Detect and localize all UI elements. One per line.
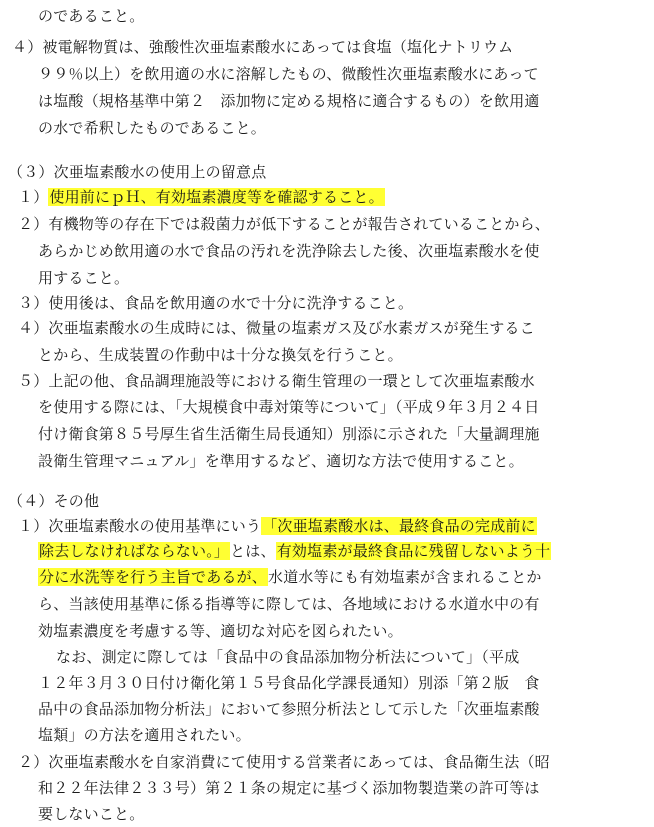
list-item-4: ４）次亜塩素酸水の生成時には、微量の塩素ガス及び水素ガスが発生するこ <box>18 319 535 337</box>
text-line <box>38 567 542 587</box>
text-line: とから、生成装置の作動中は十分な換気を行うこと。 <box>38 346 403 364</box>
text-line: ９９％以上）を飲用適の水に溶解したもの、微酸性次亜塩素酸水にあって <box>38 65 539 83</box>
text-line: のであること。 <box>38 7 145 25</box>
text-line: 要しないこと。 <box>38 805 145 823</box>
list-item-2: ２）次亜塩素酸水を自家消費にて使用する営業者にあっては、食品衛生法（昭 <box>18 753 550 771</box>
text-line: の水で希釈したものであること。 <box>38 119 267 137</box>
highlighted-text: 使用前にｐＨ、有効塩素濃度等を確認すること。 <box>49 188 384 206</box>
text-span: 水道水等にも有効塩素が含まれることか <box>268 568 542 586</box>
text-line <box>38 541 551 561</box>
highlighted-text: 「次亜塩素酸水は、最終食品の完成前に <box>262 517 536 535</box>
text-line: 用すること。 <box>38 269 130 287</box>
text-line: ら、当該使用基準に係る指導等に際しては、各地域における水道水中の有 <box>38 595 540 613</box>
highlighted-text: 有効塩素が最終食品に残留しないよう十 <box>276 542 551 560</box>
list-item-1 <box>18 187 385 207</box>
text-span: とは、 <box>230 542 276 560</box>
highlighted-text: 除去しなければならない。」 <box>39 542 230 560</box>
text-line: あらかじめ飲用適の水で食品の汚れを洗浄除去した後、次亜塩素酸水を使 <box>38 242 540 260</box>
text-line: 塩類」の方法を適用されたい。 <box>38 726 251 744</box>
list-item-3: ３）使用後は、食品を飲用適の水で十分に洗浄すること。 <box>18 294 414 312</box>
text-line: 品中の食品添加物分析法」において参照分析法として示した「次亜塩素酸 <box>38 700 540 718</box>
text-line: 設衛生管理マニュアル」を準用するなど、適切な方法で使用すること。 <box>38 452 524 470</box>
list-item-2: ２）有機物等の存在下では殺菌力が低下することが報告されていることから、 <box>18 215 551 233</box>
text-line: 付け衛食第８５号厚生省生活衛生局長通知）別添に示された「大量調理施 <box>38 425 540 443</box>
highlighted-text: 分に水洗等を行う主旨であるが、 <box>39 568 268 586</box>
text-line: を使用する際には、「大規模食中毒対策等について」（平成９年３月２４日 <box>38 398 540 416</box>
text-line: は塩酸（規格基準中第２ 添加物に定める規格に適合するもの）を飲用適 <box>38 92 540 110</box>
list-item-5: ５）上記の他、食品調理施設等における衛生管理の一環として次亜塩素酸水 <box>18 372 535 390</box>
section-4-heading: （４）その他 <box>8 492 100 510</box>
list-item-1 <box>18 516 537 536</box>
text-line: なお、測定に際しては「食品中の食品添加物分析法について」（平成 <box>56 648 520 666</box>
section-3-heading: （３）次亜塩素酸水の使用上の留意点 <box>8 163 267 181</box>
text-span: １）次亜塩素酸水の使用基準にいう <box>18 517 262 535</box>
text-line: 効塩素濃度を考慮する等、適切な対応を図られたい。 <box>38 622 403 640</box>
text-line: １２年３月３０日付け衛化第１５号食品化学課長通知）別添「第２版 食 <box>38 674 540 692</box>
text-line: 和２２年法律２３３号）第２１条の規定に基づく添加物製造業の許可等は <box>38 779 540 797</box>
list-item-4: ４）被電解物質は、強酸性次亜塩素酸水にあっては食塩（塩化ナトリウム <box>12 38 514 56</box>
list-number: １） <box>18 188 49 206</box>
